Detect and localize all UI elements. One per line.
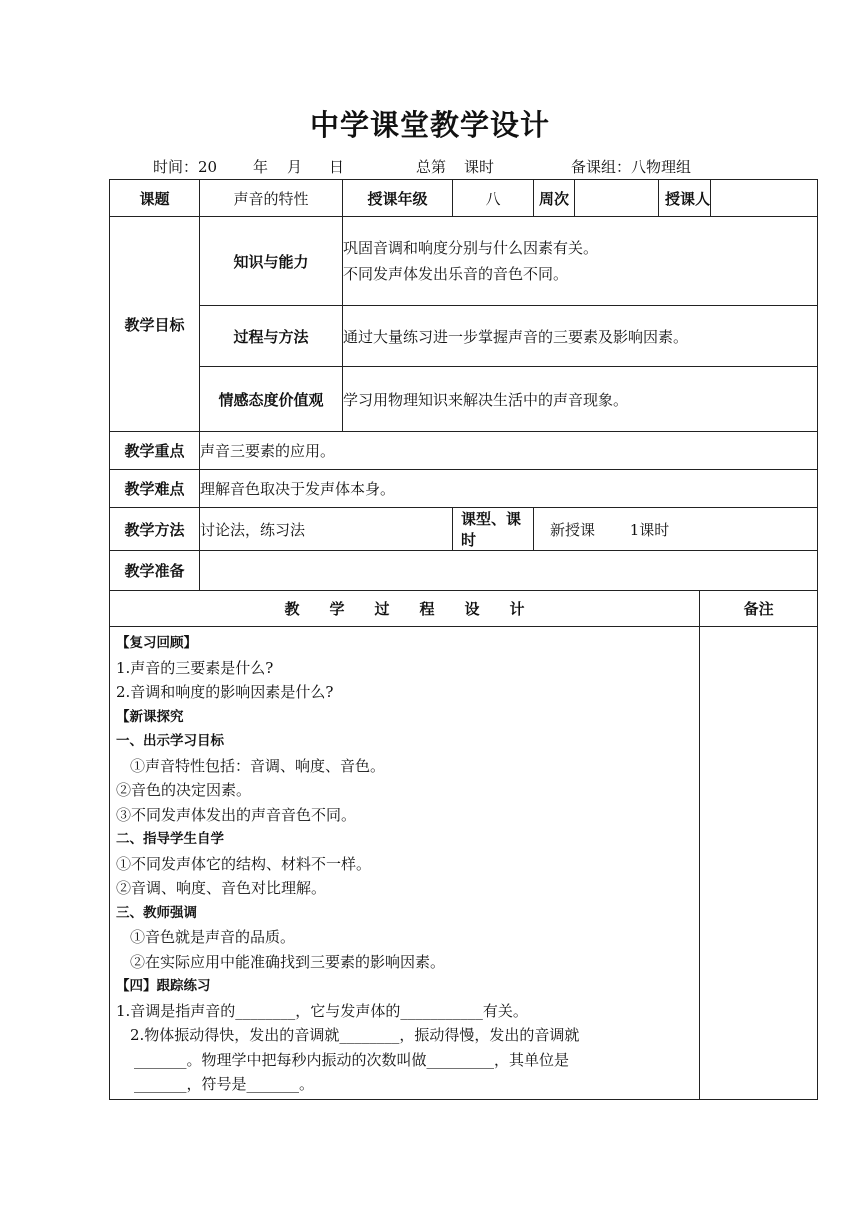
objective-label-knowledge: 知识与能力 xyxy=(200,217,343,306)
section-heading: 【复习回顾】 xyxy=(116,635,197,651)
objective-label-process: 过程与方法 xyxy=(200,306,343,367)
exercise-line: 2.物体振动得快，发出的音调就________，振动得慢，发出的音调就 xyxy=(130,1026,580,1044)
objective-content-emotion: 学习用物理知识来解决生活中的声音现象。 xyxy=(343,367,818,432)
teacher-label: 授课人 xyxy=(659,180,711,217)
difficulty-row xyxy=(110,470,818,508)
notes-cell xyxy=(700,627,818,1100)
meta-month: 月 xyxy=(287,158,303,176)
process-line: 1.声音的三要素是什么? xyxy=(116,658,274,677)
process-line: ①音色就是声音的品质。 xyxy=(130,928,296,946)
prep-value xyxy=(200,551,818,591)
objective-content-knowledge xyxy=(343,217,818,306)
prep-row xyxy=(110,551,818,591)
meta-day: 日 xyxy=(329,158,345,176)
process-header-row xyxy=(110,591,818,627)
process-line: ②音调、响度、音色对比理解。 xyxy=(116,879,327,897)
teacher-value xyxy=(711,180,818,217)
section-heading: 三、教师强调 xyxy=(116,904,197,921)
objective-label-emotion: 情感态度价值观 xyxy=(200,367,343,432)
process-body xyxy=(110,627,700,1100)
objective-line: 不同发声体发出乐音的音色不同。 xyxy=(343,265,569,283)
process-header: 教 学 过 程 设 计 xyxy=(110,591,700,627)
topic-value: 声音的特性 xyxy=(200,180,343,217)
topic-label: 课题 xyxy=(110,180,200,217)
method-row xyxy=(110,508,818,551)
lesson-plan-table xyxy=(109,179,818,1100)
section-heading: 二、指导学生自学 xyxy=(116,831,224,847)
difficulty-label: 教学难点 xyxy=(110,470,200,508)
objective-row-knowledge xyxy=(110,217,818,306)
process-body-row xyxy=(110,627,818,1100)
process-line: 2.音调和响度的影响因素是什么? xyxy=(116,683,334,701)
lesson-type-label: 课型、课时 xyxy=(453,508,534,551)
objective-content-process: 通过大量练习进一步掌握声音的三要素及影响因素。 xyxy=(343,306,818,367)
grade-label: 授课年级 xyxy=(343,180,453,217)
key-point-value: 声音三要素的应用。 xyxy=(200,432,818,470)
key-point-label: 教学重点 xyxy=(110,432,200,470)
objectives-label: 教学目标 xyxy=(110,217,200,432)
method-label: 教学方法 xyxy=(110,508,200,551)
process-line: ②音色的决定因素。 xyxy=(116,781,252,799)
meta-lesson: 课时 xyxy=(464,158,495,176)
week-value xyxy=(575,180,659,217)
section-heading: 一、出示学习目标 xyxy=(116,733,224,749)
meta-time: 时间：20 xyxy=(153,158,218,176)
process-line: ①声音特性包括：音调、响度、音色。 xyxy=(130,756,386,775)
lesson-type-value: 新授课 1课时 xyxy=(534,508,818,551)
page-title: 中学课堂教学设计 xyxy=(309,108,550,142)
header-row xyxy=(110,180,818,217)
prep-label: 教学准备 xyxy=(110,551,200,591)
exercise-line: _______，符号是_______。 xyxy=(134,1075,315,1093)
key-point-row xyxy=(110,432,818,470)
exercise-line: 1.音调是指声音的________，它与发声体的___________有关。 xyxy=(116,1001,528,1020)
meta-total: 总第 xyxy=(416,158,447,176)
objective-row-emotion xyxy=(110,367,818,432)
method-value: 讨论法，练习法 xyxy=(200,508,453,551)
process-line: ②在实际应用中能准确找到三要素的影响因素。 xyxy=(130,952,446,971)
week-label: 周次 xyxy=(534,180,575,217)
section-heading: 【四】跟踪练习 xyxy=(116,978,211,994)
meta-group: 备课组：八物理组 xyxy=(571,158,692,176)
process-line: ①不同发声体它的结构、材料不一样。 xyxy=(116,854,372,873)
difficulty-value: 理解音色取决于发声体本身。 xyxy=(200,470,818,508)
notes-header: 备注 xyxy=(700,591,818,627)
objective-line: 巩固音调和响度分别与什么因素有关。 xyxy=(343,239,599,257)
section-heading: 【新课探究 xyxy=(116,708,184,725)
process-line: ③不同发声体发出的声音音色不同。 xyxy=(116,805,357,824)
meta-year: 年 xyxy=(253,158,269,176)
exercise-line: _______。物理学中把每秒内振动的次数叫做_________，其单位是 xyxy=(134,1050,570,1069)
objective-row-process xyxy=(110,306,818,367)
grade-value: 八 xyxy=(453,180,534,217)
